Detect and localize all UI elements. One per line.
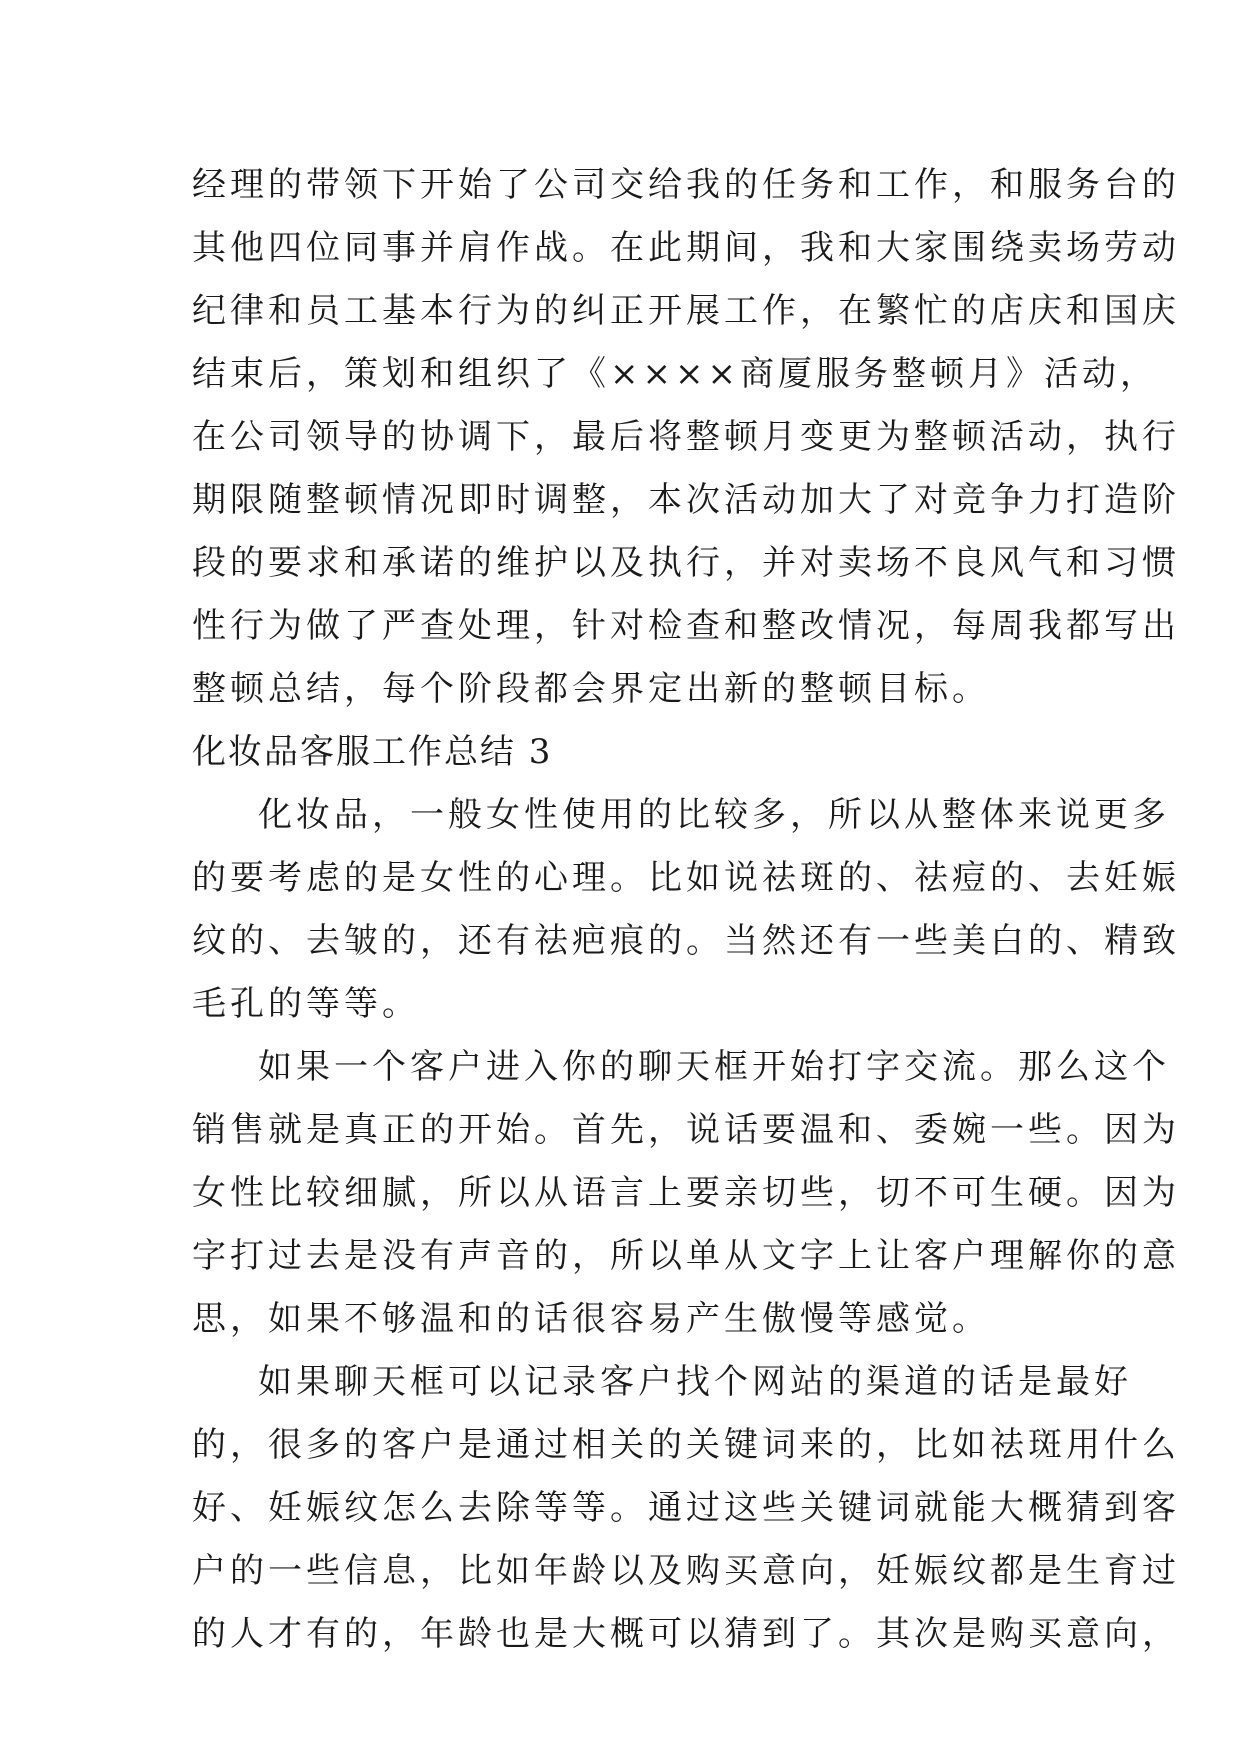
body-text-line: 的人才有的，年龄也是大概可以猜到了。其次是购买意向， <box>192 1614 1180 1654</box>
body-text-line: 字打过去是没有声音的，所以单从文字上让客户理解你的意 <box>192 1236 1180 1276</box>
body-text-line: 经理的带领下开始了公司交给我的任务和工作，和服务台的 <box>192 165 1180 205</box>
body-text-line: 期限随整顿情况即时调整，本次活动加大了对竞争力打造阶 <box>192 480 1180 520</box>
paragraph-first-line: 化妆品，一般女性使用的比较多，所以从整体来说更多 <box>258 795 1170 835</box>
body-text-line: 毛孔的等等。 <box>192 984 420 1024</box>
body-text-line: 女性比较细腻，所以从语言上要亲切些，切不可生硬。因为 <box>192 1173 1180 1213</box>
paragraph-first-line: 如果聊天框可以记录客户找个网站的渠道的话是最好 <box>258 1362 1132 1402</box>
body-text-line: 的，很多的客户是通过相关的关键词来的，比如祛斑用什么 <box>192 1425 1180 1465</box>
body-text-line: 的要考虑的是女性的心理。比如说祛斑的、祛痘的、去妊娠 <box>192 858 1180 898</box>
body-text-line: 纪律和员工基本行为的纠正开展工作，在繁忙的店庆和国庆 <box>192 291 1180 331</box>
body-text-line: 结束后，策划和组织了《××××商厦服务整顿月》活动， <box>192 354 1158 394</box>
body-text-line: 性行为做了严查处理，针对检查和整改情况，每周我都写出 <box>192 606 1180 646</box>
body-text-line: 纹的、去皱的，还有祛疤痕的。当然还有一些美白的、精致 <box>192 921 1180 961</box>
body-text-line: 在公司领导的协调下，最后将整顿月变更为整顿活动，执行 <box>192 417 1180 457</box>
body-text-line: 思，如果不够温和的话很容易产生傲慢等感觉。 <box>192 1299 990 1339</box>
body-text-line: 好、妊娠纹怎么去除等等。通过这些关键词就能大概猜到客 <box>192 1488 1180 1528</box>
body-text-line: 户的一些信息，比如年龄以及购买意向，妊娠纹都是生育过 <box>192 1551 1180 1591</box>
body-text-line: 其他四位同事并肩作战。在此期间，我和大家围绕卖场劳动 <box>192 228 1180 268</box>
body-text-line: 段的要求和承诺的维护以及执行，并对卖场不良风气和习惯 <box>192 543 1180 583</box>
body-text-line: 整顿总结，每个阶段都会界定出新的整顿目标。 <box>192 669 990 709</box>
body-text-line: 销售就是真正的开始。首先，说话要温和、委婉一些。因为 <box>192 1110 1180 1150</box>
section-heading: 化妆品客服工作总结 3 <box>192 732 553 772</box>
paragraph-first-line: 如果一个客户进入你的聊天框开始打字交流。那么这个 <box>258 1047 1170 1087</box>
